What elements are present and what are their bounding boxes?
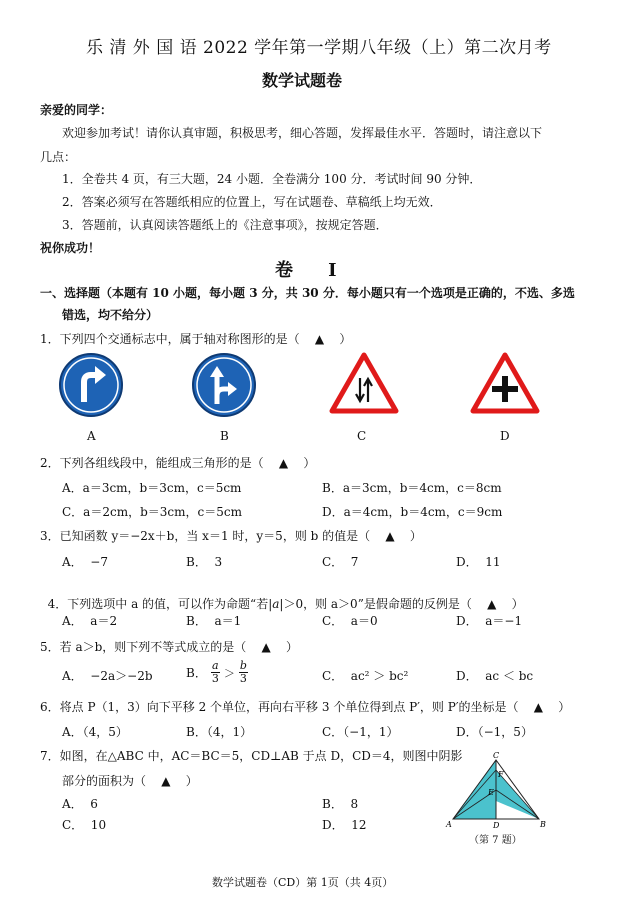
q3-option-d: D． 11 bbox=[456, 555, 501, 569]
q5-frac-b-num: b bbox=[239, 659, 247, 672]
q4-stem-part-2: ＞0，则 a＞0”是假命题的反例是（ ▲ ） bbox=[283, 597, 524, 611]
section-1-line-2: 错选，均不给分） bbox=[62, 308, 159, 322]
q5-option-a: A． −2a＞−2b bbox=[62, 669, 153, 683]
q5-frac-a-den: 3 bbox=[211, 672, 219, 685]
q7-option-c: C． 10 bbox=[62, 818, 107, 832]
q4-option-d: D． a＝−1 bbox=[456, 614, 523, 628]
exam-title: 乐 清 外 国 语 2022 学年第一学期八年级（上）第二次月考 bbox=[86, 38, 552, 58]
q4-stem-part-1: 4．下列选项中 a 的值，可以作为命题“若 bbox=[47, 597, 269, 611]
q5-fraction-a bbox=[211, 660, 220, 685]
volume-heading: 卷 Ⅰ bbox=[275, 260, 339, 281]
section-1-line-1: 一、选择题（本题有 10 小题，每小题 3 分，共 30 分．每小题只有一个选项是正确的，不选、多选 bbox=[40, 286, 575, 300]
intro-note-1: 1．全卷共 4 页，有三大题，24 小题．全卷满分 100 分．考试时间 90 分钟． bbox=[62, 172, 482, 186]
q7-triangle-figure bbox=[443, 749, 547, 829]
q1-stem: 1．下列四个交通标志中，属于轴对称图形的是（ ▲ ） bbox=[40, 332, 352, 346]
q2-option-d: D．a＝4cm，b＝4cm，c＝9cm bbox=[322, 505, 503, 519]
q2-option-c: C．a＝2cm，b＝3cm，c＝5cm bbox=[62, 505, 242, 519]
q3-option-b: B． 3 bbox=[186, 555, 223, 569]
q5-fraction-b bbox=[239, 660, 248, 685]
q7-label-c: C bbox=[493, 751, 500, 760]
q3-option-a: A． −7 bbox=[62, 555, 108, 569]
q1-label-b: B bbox=[220, 429, 229, 443]
intro-note-3: 3．答题前，认真阅读答题纸上的《注意事项》，按规定答题． bbox=[62, 218, 388, 232]
q1-label-a: A bbox=[87, 429, 96, 443]
q5-option-d: D． ac ＜ bc bbox=[456, 669, 534, 683]
q7-label-b: B bbox=[540, 820, 546, 829]
q5-option-b bbox=[186, 660, 248, 685]
wish: 祝你成功！ bbox=[40, 241, 101, 255]
intro-line-1: 欢迎参加考试！请你认真审题，积极思考，细心答题，发挥最佳水平．答题时，请注意以下 bbox=[62, 126, 543, 140]
q7-label-a: A bbox=[446, 820, 452, 829]
q7-stem-line-2: 部分的面积为（ ▲ ） bbox=[62, 774, 198, 788]
q7-stem-line-1: 7．如图，在△ABC 中，AC＝BC＝5，CD⊥AB 于点 D，CD＝4，则图中阴影 bbox=[40, 749, 463, 763]
q4-stem bbox=[40, 581, 524, 612]
sign-a-turn-right-icon bbox=[58, 352, 124, 418]
q5-frac-gt: ＞ bbox=[223, 666, 235, 680]
q7-option-d: D． 12 bbox=[322, 818, 367, 832]
intro-line-2: 几点： bbox=[40, 150, 77, 164]
greeting: 亲爱的同学： bbox=[40, 103, 113, 117]
q6-stem: 6．将点 P（1，3）向下平移 2 个单位，再向右平移 3 个单位得到点 P′，则 P′的坐标是（ ▲ ） bbox=[40, 700, 571, 714]
q4-option-a: A． a＝2 bbox=[62, 614, 118, 628]
q2-option-a: A．a＝3cm，b＝3cm，c＝5cm bbox=[62, 481, 242, 495]
q6-option-d: D．（−1，5） bbox=[456, 725, 533, 739]
q4-option-b: B． a＝1 bbox=[186, 614, 242, 628]
q5-option-c: C． ac² ＞ bc² bbox=[322, 669, 409, 683]
q4-abs-value: |a| bbox=[268, 597, 284, 611]
q5-frac-a-num: a bbox=[212, 659, 219, 672]
q5-frac-b-den: 3 bbox=[239, 672, 247, 685]
q7-label-e: E bbox=[488, 788, 494, 797]
q6-option-b: B．（4，1） bbox=[186, 725, 253, 739]
page-footer: 数学试题卷（CD）第 1页（共 4页） bbox=[212, 876, 394, 889]
q3-stem: 3．已知函数 y＝−2x＋b，当 x＝1 时，y＝5，则 b 的值是（ ▲ ） bbox=[40, 529, 422, 543]
q7-label-f: F bbox=[498, 770, 504, 779]
q6-option-a: A．（4，5） bbox=[62, 725, 128, 739]
q3-option-c: C． 7 bbox=[322, 555, 359, 569]
q6-option-c: C．（−1，1） bbox=[322, 725, 399, 739]
intro-note-2: 2．答案必须写在答题纸相应的位置上，写在试题卷、草稿纸上均无效． bbox=[62, 195, 442, 209]
q2-stem: 2．下列各组线段中，能组成三角形的是（ ▲ ） bbox=[40, 456, 316, 470]
sign-c-two-way-traffic-icon bbox=[329, 352, 399, 414]
q5-stem: 5．若 a＞b，则下列不等式成立的是（ ▲ ） bbox=[40, 640, 299, 654]
q1-label-d: D bbox=[500, 429, 510, 443]
q7-option-a: A． 6 bbox=[62, 797, 98, 811]
q7-caption: （第 7 题） bbox=[469, 835, 522, 846]
sign-d-crossroad-icon bbox=[470, 352, 540, 414]
q7-label-d: D bbox=[493, 821, 500, 829]
q4-option-c: C． a＝0 bbox=[322, 614, 378, 628]
q5-option-b-label: B． bbox=[186, 666, 207, 680]
q1-label-c: C bbox=[357, 429, 367, 443]
exam-subtitle: 数学试题卷 bbox=[262, 71, 343, 90]
sign-b-straight-or-right-icon bbox=[191, 352, 257, 418]
q2-option-b: B．a＝3cm，b＝4cm，c＝8cm bbox=[322, 481, 502, 495]
q7-option-b: B． 8 bbox=[322, 797, 359, 811]
